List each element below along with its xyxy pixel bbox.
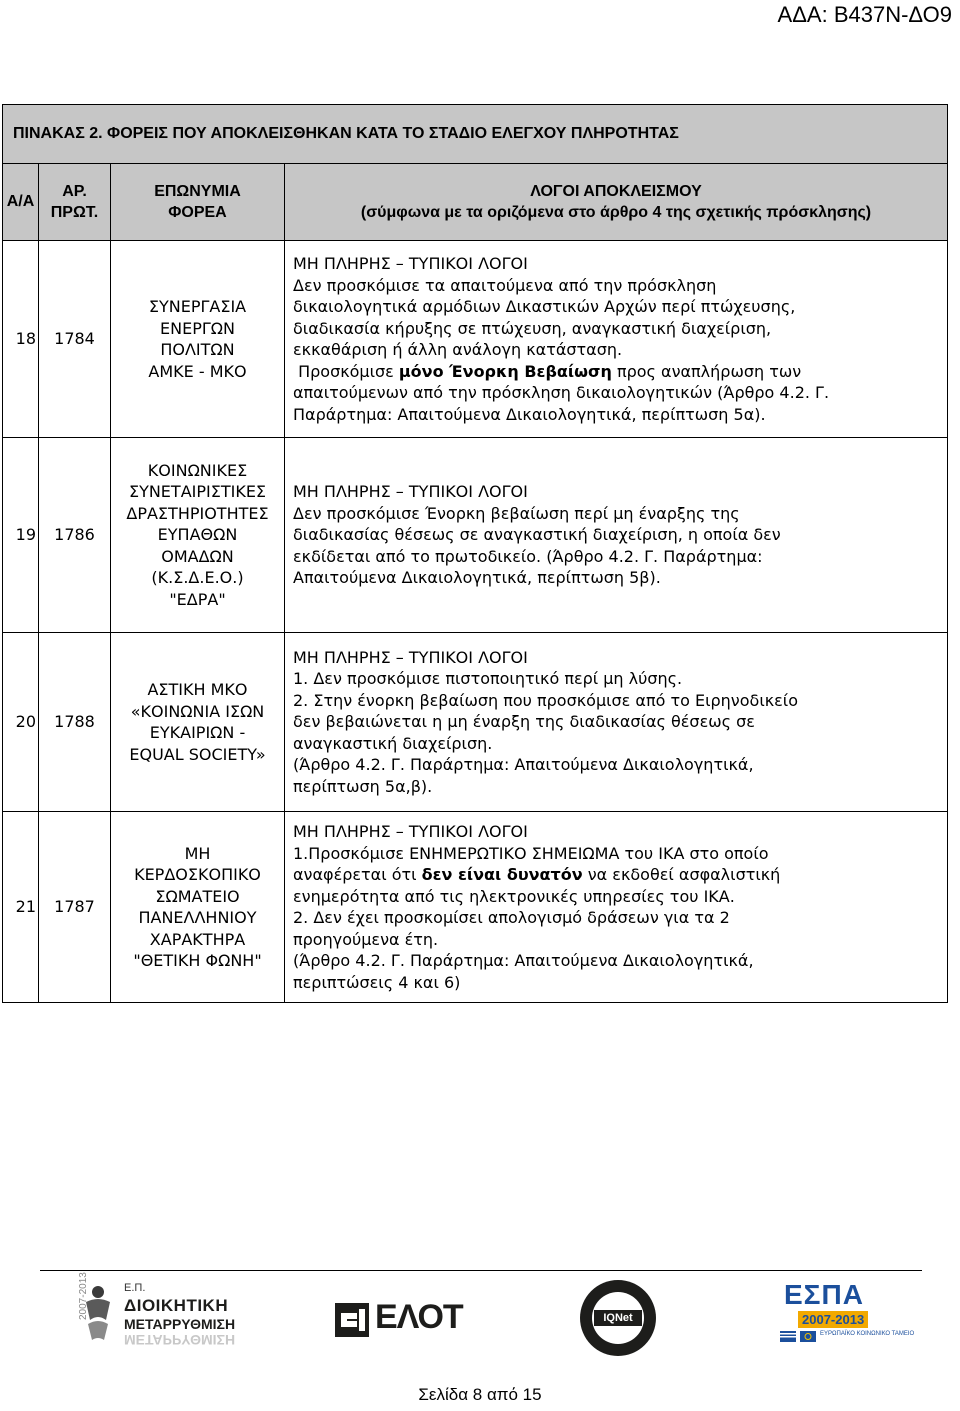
table-caption-row — [3, 105, 948, 164]
header-prot-line1: ΑΡ. — [62, 182, 87, 200]
reason-line: (Άρθρο 4.2. Γ. Παράρτημα: Απαιτούμενα Δικαιολογητικά, — [293, 755, 754, 775]
header-reason-line1: ΛΟΓΟΙ ΑΠΟΚΛΕΙΣΜΟΥ — [530, 182, 702, 200]
iqnet-text: IQNet — [603, 1312, 633, 1324]
reason-line: δικαιολογητικά αρμόδιων Δικαστικών Αρχών περί πτώχευσης, — [293, 297, 796, 316]
name-line: EQUAL SOCIETY» — [129, 744, 266, 764]
name-line: ΣΩΜΑΤΕΙΟ — [155, 886, 240, 906]
footer-divider — [40, 1270, 922, 1271]
name-line: "ΘΕΤΙΚΗ ΦΩΝΗ" — [133, 951, 262, 970]
name-line: ΟΜΑΔΩΝ — [161, 546, 234, 566]
reason-line: (Άρθρο 4.2. Γ. Παράρτημα: Απαιτούμενα Δικαιολογητικά, — [293, 951, 754, 970]
elot-logo — [335, 1298, 463, 1338]
header-prot-line2: ΠΡΩΤ. — [50, 204, 99, 221]
page-number: Σελίδα 8 από 15 — [418, 1385, 542, 1404]
reason-line: αναγκαστική διαχείριση. — [293, 733, 493, 753]
row-prot: 1787 — [39, 812, 111, 1003]
name-line: ΕΝΕΡΓΩΝ — [160, 318, 235, 338]
name-line: ΑΣΤΙΚΗ ΜΚΟ — [147, 680, 248, 699]
name-line: ΠΟΛΙΤΩΝ — [160, 340, 235, 359]
table-caption: ΠΙΝΑΚΑΣ 2. ΦΟΡΕΙΣ ΠΟΥ ΑΠΟΚΛΕΙΣΘΗΚΑΝ ΚΑΤΑ ΤΟ ΣΤΑΔΙΟ ΕΛΕΓΧΟΥ ΠΛΗΡΟΤΗΤΑΣ — [3, 105, 948, 164]
espa-logo — [780, 1279, 915, 1353]
table-header-row — [3, 164, 948, 241]
row-name — [111, 241, 285, 438]
reason-line: 1.Προσκόμισε ΕΝΗΜΕΡΩΤΙΚΟ ΣΗΜΕΙΩΜΑ του ΙΚΑ στο οποίο — [293, 843, 769, 863]
reason-line: ενημερότητα από τις ηλεκτρονικές υπηρεσίες του ΙΚΑ. — [293, 886, 735, 906]
row-reason — [285, 812, 948, 1003]
reason-text: προς αναπλήρωση των — [611, 361, 802, 381]
row-prot: 1784 — [39, 241, 111, 438]
row-prot: 1786 — [39, 438, 111, 633]
reason-line: εκδίδεται από το πρωτοδικείο. (Άρθρο 4.2. Γ. Παράρτημα: — [293, 546, 763, 566]
table-row — [3, 241, 948, 438]
row-reason — [285, 633, 948, 812]
reason-line: ΜΗ ΠΛΗΡΗΣ – ΤΥΠΙΚΟΙ ΛΟΓΟΙ — [293, 822, 528, 841]
reason-line: απαιτούμενων από την πρόσκληση δικαιολογητικών (Άρθρο 4.2. Γ. — [293, 383, 830, 402]
row-aa: 21 — [3, 812, 39, 1003]
reason-line: ΜΗ ΠΛΗΡΗΣ – ΤΥΠΙΚΟΙ ΛΟΓΟΙ — [293, 647, 528, 667]
espa-sub: ΕΥΡΩΠΑΪΚΟ ΚΟΙΝΩΝΙΚΟ ΤΑΜΕΙΟ — [820, 1331, 915, 1337]
espa-years: 2007-2013 — [798, 1311, 868, 1328]
name-line: ΧΑΡΑΚΤΗΡΑ — [149, 929, 246, 949]
reason-line: προηγούμενα έτη. — [293, 929, 439, 949]
reason-line: διαδικασία κήρυξης σε πτώχευση, αναγκαστική διαχείριση, — [293, 318, 772, 338]
logo-line2-reflection: ΜΕΤΑΡΡΥΘΜΙΣΗ — [124, 1332, 236, 1348]
row-reason — [285, 241, 948, 438]
row-aa: 20 — [3, 633, 39, 812]
logo-line1: ΔΙΟΙΚΗΤΙΚΗ — [124, 1296, 229, 1315]
reason-line — [293, 361, 937, 383]
header-name-line2: ΦΟΡΕΑ — [168, 204, 227, 221]
reason-text: να εκδοθεί ασφαλιστική — [582, 865, 781, 884]
reason-line: Παράρτημα: Απαιτούμενα Δικαιολογητικά, περίπτωση 5α). — [293, 404, 766, 424]
reason-emphasis: μόνο Ένορκη Βεβαίωση — [398, 361, 612, 381]
table-row — [3, 812, 948, 1003]
name-line: ΚΕΡΔΟΣΚΟΠΙΚΟ — [134, 865, 261, 884]
row-reason — [285, 438, 948, 633]
reason-text: Προσκόμισε — [298, 361, 399, 381]
reason-line: περίπτωση 5α,β). — [293, 776, 433, 796]
logo-years: 2007-2013 — [78, 1272, 89, 1320]
reason-line: Απαιτούμενα Δικαιολογητικά, περίπτωση 5β). — [293, 568, 661, 588]
elot-mark-icon — [335, 1303, 371, 1337]
name-line: ΣΥΝΕΡΓΑΣΙΑ — [148, 297, 247, 316]
name-line: «ΚΟΙΝΩΝΙΑ ΙΣΩΝ — [130, 701, 265, 721]
name-line: "ΕΔΡΑ" — [169, 589, 226, 609]
reason-line: 1. Δεν προσκόμισε πιστοποιητικό περί μη λύσης. — [293, 669, 683, 689]
reason-line: 2. Στην ένορκη βεβαίωση που προσκόμισε από το Ειρηνοδικείο — [293, 690, 799, 710]
administrative-reform-logo — [78, 1272, 280, 1362]
name-line: (Κ.Σ.Δ.Ε.Ο.) — [151, 568, 244, 588]
row-aa: 18 — [3, 241, 39, 438]
espa-text: ΕΣΠΑ — [784, 1279, 864, 1310]
logo-line2: ΜΕΤΑΡΡΥΘΜΙΣΗ — [124, 1316, 236, 1332]
name-line: ΕΥΠΑΘΩΝ — [157, 525, 238, 545]
table-row — [3, 633, 948, 812]
reason-line: εκκαθάριση ή άλλη ανάλογη κατάσταση. — [293, 340, 623, 359]
name-line: ΜΗ — [184, 843, 211, 863]
reason-line: Δεν προσκόμισε τα απαιτούμενα από την πρόσκληση — [293, 275, 717, 295]
name-line: ΚΟΙΝΩΝΙΚΕΣ — [147, 460, 248, 480]
excluded-entities-table — [2, 104, 948, 1003]
reason-line: περιπτώσεις 4 και 6) — [293, 972, 461, 992]
reason-text: αναφέρεται ότι — [293, 865, 422, 884]
header-reason-line2: (σύμφωνα με τα οριζόμενα στο άρθρο 4 της σχετικής πρόσκλησης) — [360, 204, 872, 221]
name-line: ΕΥΚΑΙΡΙΩΝ - — [149, 723, 246, 742]
table-row — [3, 438, 948, 633]
row-name — [111, 633, 285, 812]
row-aa: 19 — [3, 438, 39, 633]
row-name — [111, 438, 285, 633]
row-prot: 1788 — [39, 633, 111, 812]
header-aa: Α/Α — [3, 164, 39, 241]
name-line: ΔΡΑΣΤΗΡΙΟΤΗΤΕΣ — [126, 503, 269, 523]
name-line: ΣΥΝΕΤΑΙΡΙΣΤΙΚΕΣ — [128, 482, 267, 502]
header-reason — [285, 164, 948, 241]
reason-line: διαδικασίας θέσεως σε αναγκαστική διαχείριση, η οποία δεν — [293, 525, 781, 545]
name-line: ΑΜΚΕ - ΜΚΟ — [148, 361, 247, 381]
row-name — [111, 812, 285, 1003]
header-name-line1: ΕΠΩΝΥΜΙΑ — [154, 182, 241, 200]
reason-emphasis: δεν είναι δυνατόν — [421, 865, 583, 884]
reason-line: Δεν προσκόμισε Ένορκη βεβαίωση περί μη έναρξης της — [293, 503, 740, 523]
reason-line: 2. Δεν έχει προσκομίσει απολογισμό δράσεων για τα 2 — [293, 908, 730, 927]
reason-line — [293, 864, 937, 886]
header-prot — [39, 164, 111, 241]
header-name — [111, 164, 285, 241]
iqnet-logo — [578, 1278, 658, 1358]
logo-ep: Ε.Π. — [124, 1282, 146, 1294]
name-line: ΠΑΝΕΛΛΗΝΙΟΥ — [138, 908, 257, 927]
reason-line: ΜΗ ΠΛΗΡΗΣ – ΤΥΠΙΚΟΙ ΛΟΓΟΙ — [293, 482, 528, 502]
reason-line: δεν βεβαιώνεται η μη έναρξη της διαδικασίας θέσεως σε — [293, 712, 755, 732]
elot-text: ΕΛΟΤ — [375, 1298, 463, 1336]
ada-code: ΑΔΑ: Β437Ν-ΔΟ9 — [777, 2, 952, 27]
flags-icon — [780, 1331, 820, 1343]
reason-line: ΜΗ ΠΛΗΡΗΣ – ΤΥΠΙΚΟΙ ΛΟΓΟΙ — [293, 254, 528, 273]
